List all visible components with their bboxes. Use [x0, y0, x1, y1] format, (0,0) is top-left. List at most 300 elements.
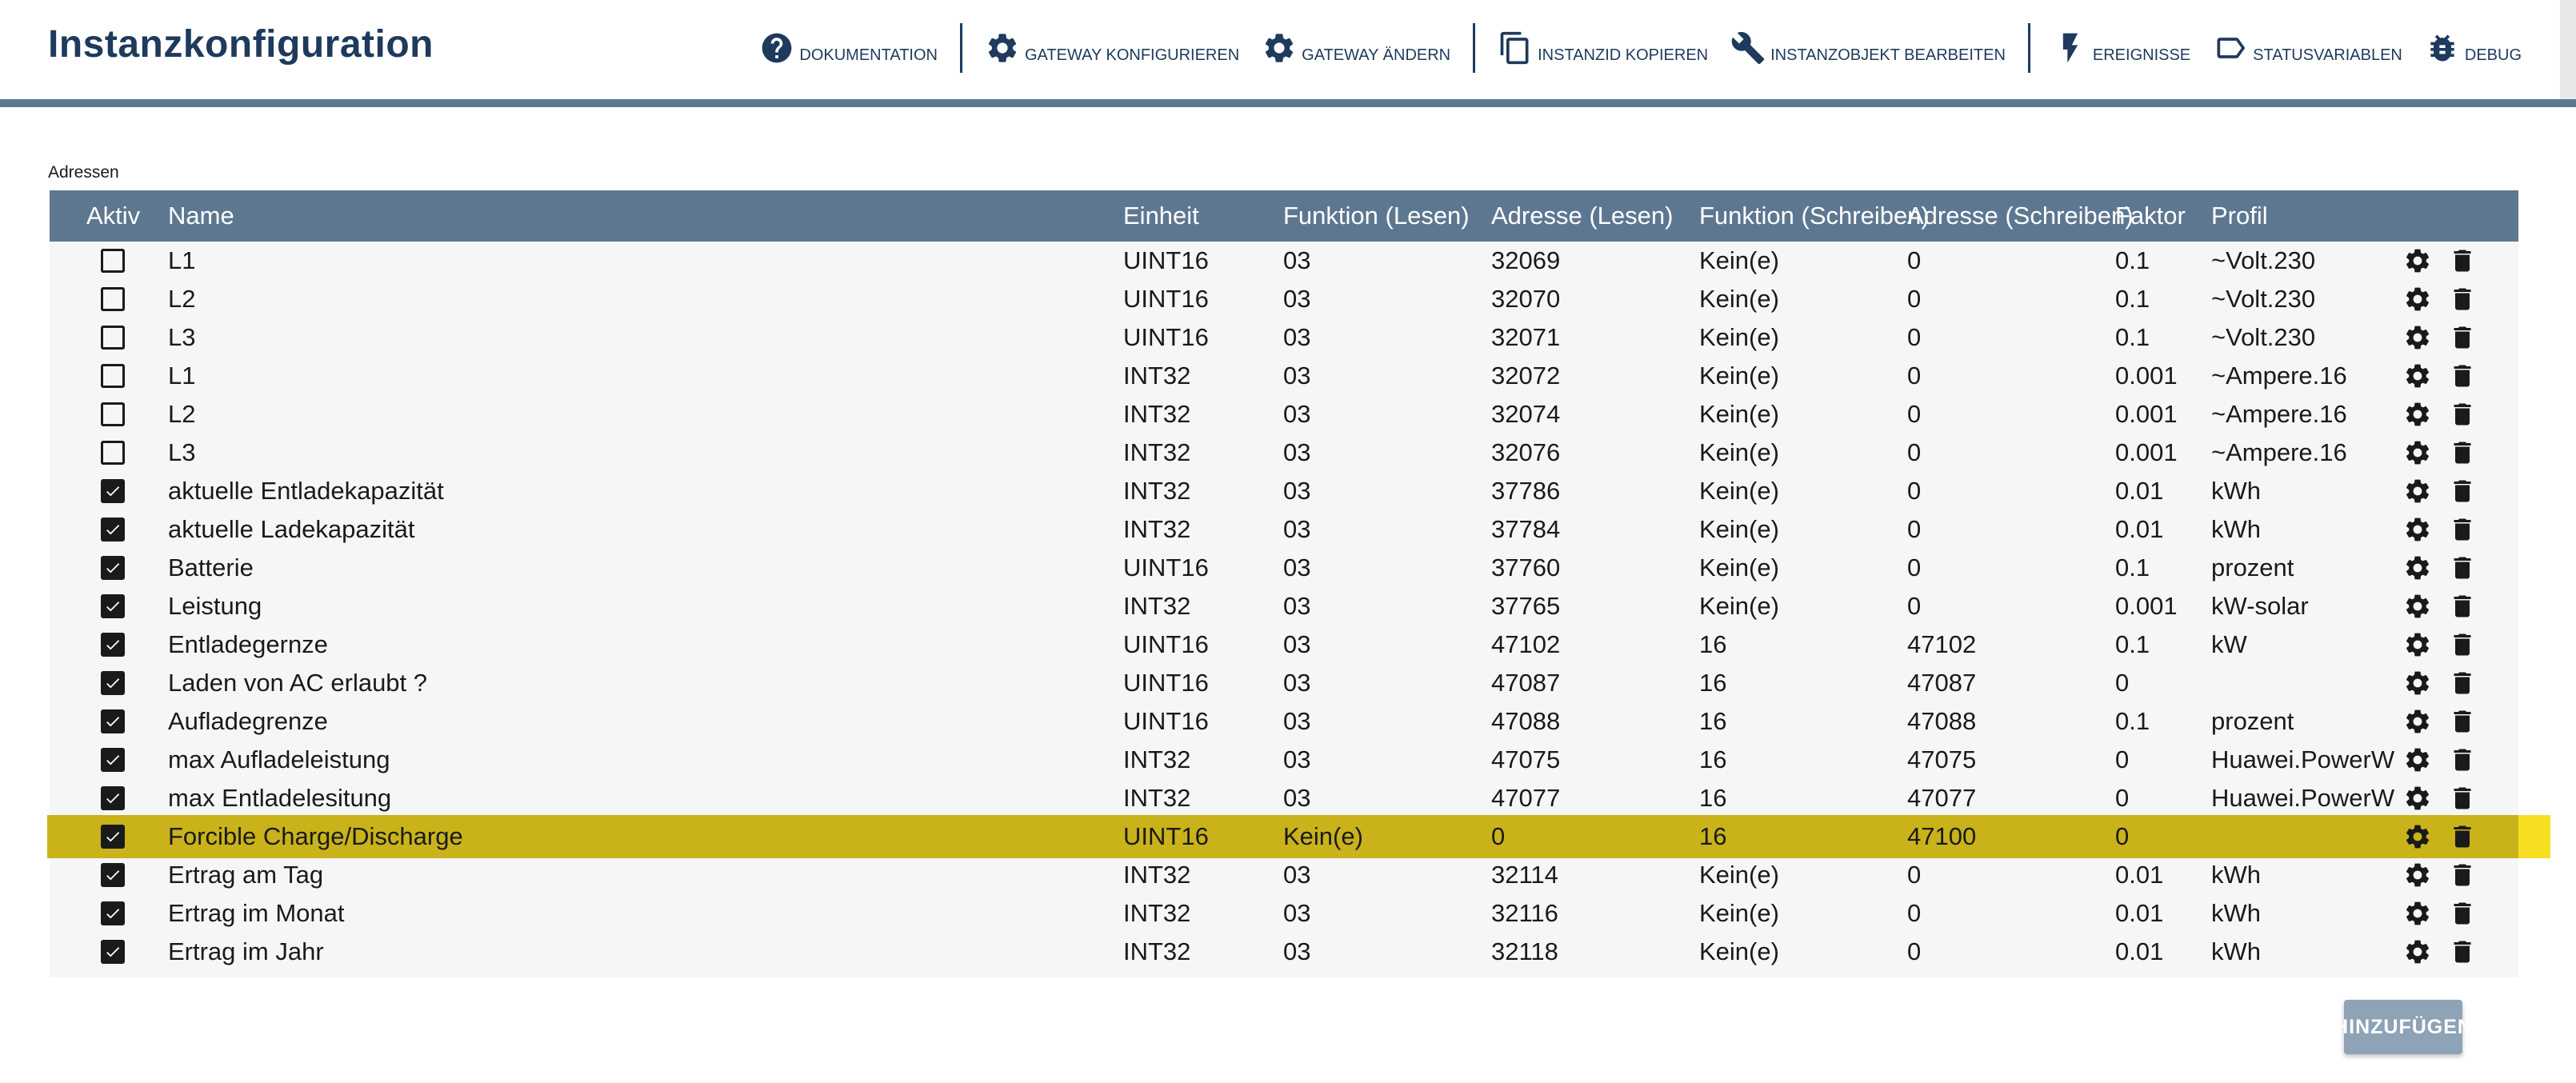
checkbox-checked[interactable]: [101, 518, 125, 542]
events-label: EREIGNISSE: [2092, 46, 2191, 64]
cell-adresse-lesen: 47077: [1491, 784, 1561, 812]
events-button[interactable]: [2042, 22, 2202, 74]
cell-name: L2: [168, 400, 196, 428]
cell-adresse-schreiben: 0: [1907, 285, 1922, 313]
column-header-name[interactable]: Name: [168, 202, 234, 230]
cell-adresse-lesen: 47075: [1491, 745, 1561, 773]
gear-icon[interactable]: [2403, 477, 2432, 506]
checkbox-checked[interactable]: [101, 863, 125, 887]
cell-aktiv: [50, 779, 157, 817]
cell-funktion-schreiben: Kein(e): [1699, 246, 1779, 274]
cell-faktor: 0: [2115, 669, 2130, 697]
configure-gateway-label: GATEWAY KONFIGURIEREN: [1024, 46, 1240, 64]
cell-name: Ertrag am Tag: [168, 861, 324, 889]
checkbox-unchecked[interactable]: [101, 402, 125, 426]
gear-icon[interactable]: [2403, 553, 2432, 582]
cell-funktion-schreiben: Kein(e): [1699, 285, 1779, 313]
trash-icon[interactable]: [2448, 553, 2477, 582]
cell-name: max Aufladeleistung: [168, 745, 390, 773]
lightning-icon: [2053, 30, 2088, 66]
cell-einheit: INT32: [1123, 937, 1191, 965]
cell-aktiv: [50, 472, 157, 510]
gear-icon: [985, 30, 1020, 66]
cell-einheit: INT32: [1123, 515, 1191, 543]
cell-actions: [2392, 587, 2518, 625]
cell-aktiv: [50, 280, 157, 318]
trash-icon[interactable]: [2448, 899, 2477, 928]
checkmark-icon: [104, 828, 122, 845]
cell-funktion-schreiben: Kein(e): [1699, 438, 1779, 466]
cell-actions: [2392, 357, 2518, 395]
trash-icon[interactable]: [2448, 323, 2477, 352]
gear-icon[interactable]: [2403, 630, 2432, 659]
column-header-aktiv[interactable]: Aktiv: [86, 202, 141, 230]
column-header-funktion-schreiben[interactable]: Funktion (Schreiben): [1699, 202, 1930, 230]
gear-icon[interactable]: [2403, 400, 2432, 429]
cell-funktion-schreiben: Kein(e): [1699, 592, 1779, 620]
gear-icon[interactable]: [2403, 285, 2432, 314]
table-row[interactable]: [50, 357, 2518, 395]
cell-funktion-lesen: 03: [1283, 438, 1311, 466]
debug-label: DEBUG: [2464, 46, 2522, 64]
cell-actions: [2392, 242, 2518, 280]
cell-profil: ~Volt.230: [2211, 246, 2316, 274]
checkbox-unchecked[interactable]: [101, 287, 125, 311]
cell-actions: [2392, 664, 2518, 702]
checkmark-icon: [104, 482, 122, 500]
cell-profil: kWh: [2211, 937, 2261, 965]
cell-profil: [2200, 664, 2392, 702]
cell-aktiv: [50, 625, 157, 664]
cell-adresse-lesen: 47088: [1491, 707, 1561, 735]
cell-profil: ~Ampere.16: [2211, 438, 2347, 466]
cell-funktion-lesen: 03: [1283, 323, 1311, 351]
cell-name: L2: [168, 285, 196, 313]
cell-adresse-lesen: 47087: [1491, 669, 1561, 697]
cell-name: L1: [168, 246, 196, 274]
cell-adresse-lesen: 47102: [1491, 630, 1561, 658]
cell-aktiv: [50, 933, 157, 971]
cell-funktion-lesen: 03: [1283, 400, 1311, 428]
cell-actions: [2392, 625, 2518, 664]
edit-instance-object-button[interactable]: [1719, 22, 2017, 74]
checkbox-checked[interactable]: [101, 901, 125, 925]
cell-adresse-schreiben: 0: [1907, 477, 1922, 505]
trash-icon[interactable]: [2448, 515, 2477, 544]
cell-funktion-lesen: 03: [1283, 515, 1311, 543]
cell-funktion-lesen: 03: [1283, 362, 1311, 390]
cell-aktiv: [50, 357, 157, 395]
table-row[interactable]: [50, 741, 2518, 779]
cell-funktion-lesen: 03: [1283, 707, 1311, 735]
cell-funktion-schreiben: Kein(e): [1699, 477, 1779, 505]
cell-aktiv: [50, 702, 157, 741]
cell-faktor: 0: [2115, 822, 2130, 850]
cell-funktion-lesen: 03: [1283, 745, 1311, 773]
trash-icon[interactable]: [2448, 822, 2477, 851]
gear-icon[interactable]: [2403, 246, 2432, 275]
section-label: Adressen: [48, 163, 119, 182]
cell-actions: [2392, 510, 2518, 549]
cell-adresse-lesen: 37765: [1491, 592, 1561, 620]
cell-adresse-lesen: 32071: [1491, 323, 1561, 351]
table-row[interactable]: [50, 894, 2518, 933]
cell-actions: [2392, 318, 2518, 357]
cell-faktor: 0.01: [2115, 899, 2164, 927]
cell-name: Entladegernze: [168, 630, 328, 658]
cell-profil: kWh: [2211, 899, 2261, 927]
cell-funktion-lesen: 03: [1283, 553, 1311, 581]
checkmark-icon: [104, 559, 122, 577]
cell-aktiv: [50, 817, 157, 856]
cell-adresse-schreiben: 47077: [1907, 784, 1977, 812]
cell-name: Laden von AC erlaubt ?: [168, 669, 428, 697]
cell-aktiv: [50, 318, 157, 357]
toolbar-divider: [960, 23, 962, 73]
column-header-profil[interactable]: Profil: [2211, 202, 2268, 230]
cell-einheit: UINT16: [1123, 553, 1209, 581]
checkbox-checked[interactable]: [101, 940, 125, 964]
checkbox-unchecked[interactable]: [101, 364, 125, 388]
gear-icon[interactable]: [2403, 784, 2432, 813]
cell-faktor: 0.001: [2115, 400, 2178, 428]
cell-name: Aufladegrenze: [168, 707, 328, 735]
checkmark-icon: [104, 521, 122, 538]
cell-adresse-lesen: 32070: [1491, 285, 1561, 313]
checkmark-icon: [104, 943, 122, 961]
cell-name: Leistung: [168, 592, 262, 620]
gear-icon[interactable]: [2403, 707, 2432, 736]
debug-button[interactable]: [2414, 22, 2533, 74]
table-row[interactable]: [50, 318, 2518, 357]
cell-faktor: 0.001: [2115, 362, 2178, 390]
cell-funktion-schreiben: 16: [1699, 669, 1727, 697]
cell-profil: kWh: [2211, 861, 2261, 889]
checkbox-checked[interactable]: [101, 556, 125, 580]
add-button[interactable]: HINZUFÜGEN: [2344, 1000, 2462, 1054]
cell-aktiv: [50, 664, 157, 702]
cell-adresse-lesen: 32116: [1491, 899, 1558, 927]
edit-instance-object-label: INSTANZOBJEKT BEARBEITEN: [1770, 46, 2006, 64]
cell-adresse-schreiben: 0: [1907, 592, 1922, 620]
cell-einheit: INT32: [1123, 438, 1191, 466]
cell-funktion-lesen: 03: [1283, 899, 1311, 927]
cell-faktor: 0.1: [2115, 323, 2150, 351]
trash-icon[interactable]: [2448, 745, 2477, 774]
cell-aktiv: [50, 242, 157, 280]
cell-adresse-lesen: 32076: [1491, 438, 1561, 466]
gear-icon[interactable]: [2403, 515, 2432, 544]
cell-funktion-schreiben: Kein(e): [1699, 400, 1779, 428]
cell-adresse-schreiben: 0: [1907, 323, 1922, 351]
cell-adresse-schreiben: 47087: [1907, 669, 1977, 697]
table-row[interactable]: [50, 549, 2518, 587]
cell-funktion-schreiben: Kein(e): [1699, 899, 1779, 927]
cell-name: aktuelle Ladekapazität: [168, 515, 415, 543]
cell-name: L3: [168, 323, 196, 351]
change-gateway-label: GATEWAY ÄNDERN: [1302, 46, 1451, 64]
cell-adresse-schreiben: 47075: [1907, 745, 1977, 773]
cell-adresse-schreiben: 0: [1907, 861, 1922, 889]
gear-icon[interactable]: [2403, 745, 2432, 774]
table-row[interactable]: [50, 395, 2518, 434]
bug-icon: [2425, 30, 2460, 66]
cell-aktiv: [50, 510, 157, 549]
cell-profil: kWh: [2211, 515, 2261, 543]
header: [0, 0, 2576, 107]
column-header-actions: [2392, 190, 2518, 242]
checkbox-checked[interactable]: [101, 633, 125, 657]
selected-row-right-extension: [2518, 815, 2550, 858]
trash-icon[interactable]: [2448, 937, 2477, 966]
cell-aktiv: [50, 856, 157, 894]
checkmark-icon: [104, 597, 122, 615]
checkbox-checked[interactable]: [101, 825, 125, 849]
table-row[interactable]: [50, 664, 2518, 702]
cell-faktor: 0.01: [2115, 515, 2164, 543]
cell-funktion-schreiben: Kein(e): [1699, 937, 1779, 965]
table-row[interactable]: [50, 625, 2518, 664]
cell-funktion-lesen: 03: [1283, 784, 1311, 812]
tag-icon: [2213, 30, 2248, 66]
cell-actions: [2392, 894, 2518, 933]
cell-faktor: 0: [2115, 784, 2130, 812]
cell-funktion-schreiben: Kein(e): [1699, 323, 1779, 351]
table-row[interactable]: [50, 280, 2518, 318]
cell-funktion-lesen: 03: [1283, 937, 1311, 965]
table-row[interactable]: [50, 242, 2518, 280]
checkmark-icon: [104, 751, 122, 769]
wrench-icon: [1730, 30, 1766, 66]
cell-actions: [2392, 395, 2518, 434]
cell-funktion-lesen: 03: [1283, 669, 1311, 697]
column-header-faktor[interactable]: Faktor: [2115, 202, 2186, 230]
cell-name: Batterie: [168, 553, 254, 581]
gear-icon[interactable]: [2403, 323, 2432, 352]
table-row[interactable]: [50, 587, 2518, 625]
address-table-container: [50, 190, 2518, 977]
gear-icon[interactable]: [2403, 861, 2432, 889]
cell-faktor: 0.1: [2115, 246, 2150, 274]
documentation-label: DOKUMENTATION: [799, 46, 938, 64]
cell-faktor: 0.1: [2115, 285, 2150, 313]
cell-actions: [2392, 856, 2518, 894]
cell-adresse-schreiben: 47088: [1907, 707, 1977, 735]
cell-profil: Huawei.PowerW: [2211, 745, 2395, 773]
page-title: Instanzkonfiguration: [48, 23, 434, 66]
trash-icon[interactable]: [2448, 477, 2477, 506]
cell-funktion-schreiben: Kein(e): [1699, 515, 1779, 543]
cell-einheit: UINT16: [1123, 285, 1209, 313]
cell-adresse-schreiben: 47102: [1907, 630, 1977, 658]
cell-actions: [2392, 817, 2518, 856]
checkbox-unchecked[interactable]: [101, 249, 125, 273]
cell-einheit: INT32: [1123, 861, 1191, 889]
cell-einheit: UINT16: [1123, 707, 1209, 735]
scrollbar[interactable]: [2560, 0, 2576, 99]
cell-actions: [2392, 472, 2518, 510]
cell-adresse-schreiben: 0: [1907, 899, 1922, 927]
cell-adresse-lesen: 32074: [1491, 400, 1561, 428]
cell-adresse-schreiben: 0: [1907, 515, 1922, 543]
cell-einheit: UINT16: [1123, 323, 1209, 351]
cell-funktion-lesen: 03: [1283, 477, 1311, 505]
table-row[interactable]: [50, 933, 2518, 971]
checkbox-checked[interactable]: [101, 709, 125, 733]
documentation-button[interactable]: [748, 22, 949, 74]
cell-aktiv: [50, 894, 157, 933]
cell-actions: [2392, 434, 2518, 472]
cell-einheit: INT32: [1123, 899, 1191, 927]
gear-icon[interactable]: [2403, 669, 2432, 697]
gear-icon[interactable]: [2403, 899, 2432, 928]
cell-einheit: INT32: [1123, 784, 1191, 812]
table-row[interactable]: [50, 434, 2518, 472]
copy-instance-id-button[interactable]: [1486, 22, 1719, 74]
table-row[interactable]: [50, 702, 2518, 741]
trash-icon[interactable]: [2448, 246, 2477, 275]
cell-actions: [2392, 779, 2518, 817]
cell-einheit: UINT16: [1123, 630, 1209, 658]
trash-icon[interactable]: [2448, 669, 2477, 697]
cell-profil: ~Ampere.16: [2211, 362, 2347, 390]
checkbox-checked[interactable]: [101, 594, 125, 618]
checkbox-checked[interactable]: [101, 748, 125, 772]
cell-faktor: 0.01: [2115, 937, 2164, 965]
trash-icon[interactable]: [2448, 592, 2477, 621]
cell-einheit: UINT16: [1123, 246, 1209, 274]
cell-faktor: 0.01: [2115, 861, 2164, 889]
checkmark-icon: [104, 636, 122, 653]
cell-faktor: 0.01: [2115, 477, 2164, 505]
copy-instance-id-label: INSTANZID KOPIEREN: [1538, 46, 1709, 64]
cell-adresse-schreiben: 0: [1907, 246, 1922, 274]
help-circle-icon: [759, 30, 794, 66]
column-header-adresse-schreiben[interactable]: Adresse (Schreiben): [1907, 202, 2134, 230]
table-row[interactable]: [50, 510, 2518, 549]
cell-einheit: INT32: [1123, 592, 1191, 620]
toolbar: [748, 22, 2533, 74]
cell-aktiv: [50, 434, 157, 472]
cell-profil: kWh: [2211, 477, 2261, 505]
cell-funktion-lesen: 03: [1283, 592, 1311, 620]
toolbar-divider: [2028, 23, 2030, 73]
trash-icon[interactable]: [2448, 784, 2477, 813]
cell-aktiv: [50, 587, 157, 625]
cell-adresse-lesen: 37786: [1491, 477, 1561, 505]
cell-funktion-schreiben: Kein(e): [1699, 362, 1779, 390]
gear-icon[interactable]: [2403, 438, 2432, 467]
cell-actions: [2392, 549, 2518, 587]
trash-icon[interactable]: [2448, 630, 2477, 659]
checkmark-icon: [104, 674, 122, 692]
gear-icon[interactable]: [2403, 822, 2432, 851]
checkmark-icon: [104, 905, 122, 922]
cell-actions: [2392, 741, 2518, 779]
change-gateway-button[interactable]: [1250, 22, 1462, 74]
cell-name: Ertrag im Jahr: [168, 937, 324, 965]
cell-funktion-schreiben: 16: [1699, 745, 1727, 773]
gear-icon[interactable]: [2403, 592, 2432, 621]
status-variables-button[interactable]: [2202, 22, 2414, 74]
column-header-einheit[interactable]: Einheit: [1123, 202, 1199, 230]
cell-adresse-schreiben: 0: [1907, 400, 1922, 428]
trash-icon[interactable]: [2448, 707, 2477, 736]
table-row[interactable]: [50, 817, 2518, 856]
checkbox-unchecked[interactable]: [101, 441, 125, 465]
cell-actions: [2392, 280, 2518, 318]
cell-faktor: 0.001: [2115, 438, 2178, 466]
cell-profil: Huawei.PowerW: [2211, 784, 2395, 812]
cell-funktion-schreiben: 16: [1699, 707, 1727, 735]
table-row[interactable]: [50, 779, 2518, 817]
cell-adresse-lesen: 32118: [1491, 937, 1558, 965]
column-header-funktion-lesen[interactable]: Funktion (Lesen): [1283, 202, 1470, 230]
cell-faktor: 0.001: [2115, 592, 2178, 620]
cell-name: Ertrag im Monat: [168, 899, 345, 927]
trash-icon[interactable]: [2448, 362, 2477, 390]
cell-name: L3: [168, 438, 196, 466]
table-row[interactable]: [50, 856, 2518, 894]
cell-profil: ~Volt.230: [2211, 285, 2316, 313]
cell-funktion-lesen: 03: [1283, 861, 1311, 889]
checkbox-checked[interactable]: [101, 671, 125, 695]
trash-icon[interactable]: [2448, 438, 2477, 467]
cell-einheit: INT32: [1123, 400, 1191, 428]
cell-name: aktuelle Entladekapazität: [168, 477, 444, 505]
cell-einheit: INT32: [1123, 745, 1191, 773]
cell-profil: kW-solar: [2211, 592, 2309, 620]
cell-funktion-schreiben: 16: [1699, 630, 1727, 658]
configure-gateway-button[interactable]: [974, 22, 1250, 74]
cell-aktiv: [50, 549, 157, 587]
checkbox-checked[interactable]: [101, 786, 125, 810]
cell-aktiv: [50, 395, 157, 434]
gear-icon[interactable]: [2403, 362, 2432, 390]
cell-faktor: 0.1: [2115, 707, 2150, 735]
column-header-adresse-lesen[interactable]: Adresse (Lesen): [1491, 202, 1674, 230]
trash-icon[interactable]: [2448, 285, 2477, 314]
cell-adresse-lesen: 0: [1491, 822, 1506, 850]
cell-actions: [2392, 702, 2518, 741]
table-header-row: [50, 190, 2518, 242]
cell-name: L1: [168, 362, 196, 390]
cell-faktor: 0.1: [2115, 630, 2150, 658]
cell-adresse-schreiben: 47100: [1907, 822, 1977, 850]
cell-funktion-lesen: 03: [1283, 630, 1311, 658]
cell-aktiv: [50, 741, 157, 779]
trash-icon[interactable]: [2448, 400, 2477, 429]
cell-adresse-lesen: 37760: [1491, 553, 1561, 581]
checkbox-unchecked[interactable]: [101, 326, 125, 350]
cell-einheit: UINT16: [1123, 669, 1209, 697]
cell-name: max Entladelesitung: [168, 784, 392, 812]
toolbar-divider: [1473, 23, 1475, 73]
table-row[interactable]: [50, 472, 2518, 510]
trash-icon[interactable]: [2448, 861, 2477, 889]
cell-profil: [2200, 817, 2392, 856]
address-table-body: [50, 242, 2518, 971]
gear-icon[interactable]: [2403, 937, 2432, 966]
cell-adresse-lesen: 37784: [1491, 515, 1561, 543]
cell-einheit: INT32: [1123, 362, 1191, 390]
cell-profil: prozent: [2211, 707, 2294, 735]
checkbox-checked[interactable]: [101, 479, 125, 503]
cell-funktion-schreiben: 16: [1699, 822, 1727, 850]
cell-funktion-schreiben: 16: [1699, 784, 1727, 812]
cell-funktion-lesen: 03: [1283, 285, 1311, 313]
cell-einheit: INT32: [1123, 477, 1191, 505]
